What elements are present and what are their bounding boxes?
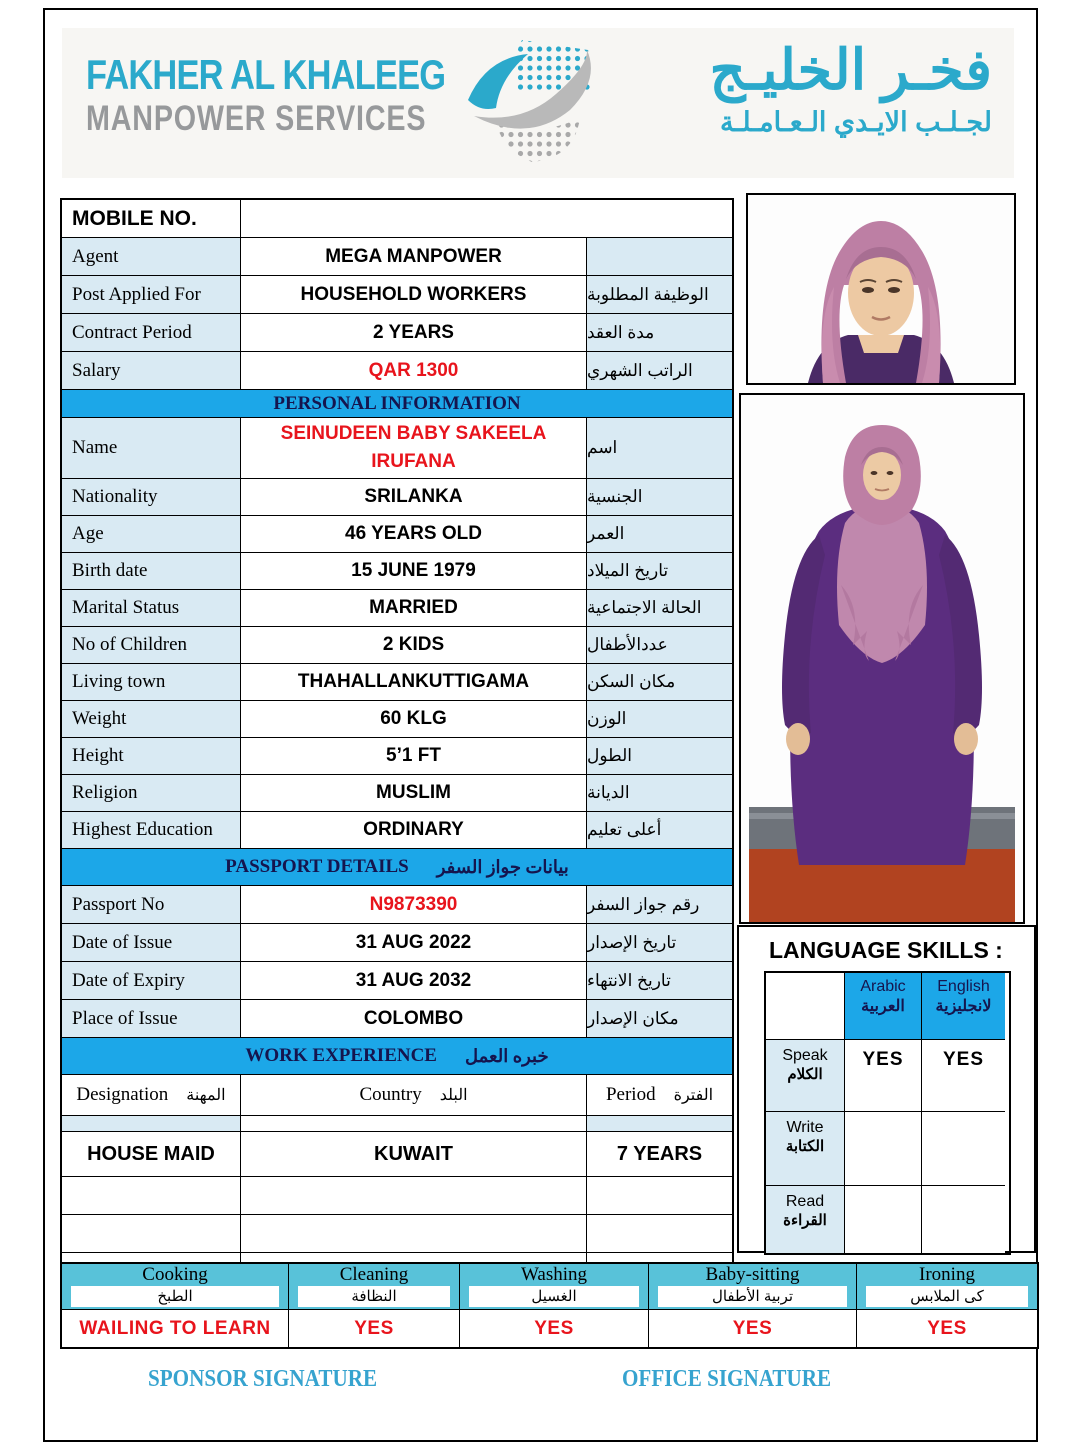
religion-row [62,774,732,811]
field-label: Birth date [62,553,240,589]
work-period: 7 YEARS [586,1132,732,1176]
contract-period-row [62,313,732,351]
sponsor-signature-label: SPONSOR SIGNATURE [148,1366,378,1392]
section-title: PERSONAL INFORMATION [273,392,521,414]
field-arabic-label: تاريخ الانتهاء [586,962,732,999]
field-value: SEINUDEEN BABY SAKEELA IRUFANA [240,418,586,478]
work-country [240,1215,586,1252]
skill-value: YES [857,1310,1037,1347]
company-name-arabic-block [709,38,992,142]
language-skill-en: Speak [782,1047,828,1064]
field-value: 2 KIDS [240,627,586,663]
field-arabic-label: مكان السكن [586,664,732,700]
skill-name-en: Washing [520,1264,588,1285]
field-value: MEGA MANPOWER [240,238,586,275]
field-arabic-label: الديانة [586,775,732,811]
skill-baby-sitting [648,1264,856,1347]
field-value: QAR 1300 [240,352,586,389]
field-arabic-label: أعلى تعليم [586,812,732,848]
write-english-value [921,1111,1005,1185]
work-designation [62,1215,240,1252]
height-row [62,737,732,774]
field-value: 60 KLG [240,701,586,737]
field-value: HOUSEHOLD WORKERS [240,276,586,313]
skill-value: YES [649,1310,856,1347]
salary-row [62,351,732,389]
post-applied-row [62,275,732,313]
field-label: Date of Issue [62,924,240,961]
weight-row [62,700,732,737]
work-experience-row [62,1176,732,1214]
column-header-ar: المهنة [186,1087,226,1104]
field-value: N9873390 [240,886,586,923]
work-period [586,1177,732,1214]
field-label: Passport No [62,886,240,923]
field-label: Age [62,516,240,552]
read-arabic-value [844,1185,921,1253]
field-label: Highest Education [62,812,240,848]
skill-cooking [62,1264,288,1347]
field-label: No of Children [62,627,240,663]
date-of-expiry-row [62,961,732,999]
field-label: Agent [62,238,240,275]
section-title: WORK EXPERIENCE [245,1045,437,1066]
write-arabic-value [844,1111,921,1185]
language-skills-table [764,971,1011,1255]
field-value: THAHALLANKUTTIGAMA [240,664,586,700]
skill-ironing [856,1264,1037,1347]
living-town-row [62,663,732,700]
speak-arabic-value: YES [844,1039,921,1111]
language-row-read [766,1185,844,1253]
column-header-ar: الفترة [673,1087,714,1104]
work-experience-row [62,1131,732,1176]
language-name-en: English [937,978,990,995]
field-label: Nationality [62,479,240,515]
field-arabic-label: رقم جواز السفر [586,886,732,923]
children-row [62,626,732,663]
work-experience-column-headers [62,1074,732,1115]
column-header-designation [62,1075,240,1115]
language-skill-ar: القراءة [783,1212,827,1229]
household-skills-table [60,1262,1039,1349]
skill-name-ar: كى الملابس [866,1286,1028,1307]
agent-row [62,237,732,275]
skill-value: WAILING TO LEARN [62,1310,288,1347]
section-header-personal-information [62,389,732,417]
field-arabic-label: تاريخ الميلاد [586,553,732,589]
place-of-issue-row [62,999,732,1037]
skill-name-ar: الطبخ [71,1286,279,1307]
company-logo-icon [460,36,620,175]
company-name-arabic: فخـر الخليـج [709,38,992,101]
language-table-corner-cell [766,973,844,1039]
skill-washing [459,1264,648,1347]
candidate-headshot-photo [746,193,1016,385]
language-name-ar: لانجليزية [935,998,992,1015]
language-skill-en: Read [785,1193,825,1210]
skill-name-en: Cooking [142,1264,208,1285]
company-tagline-arabic: لجـلـب الايـدي الـعـامـلـة [719,107,992,137]
field-arabic-label: الجنسية [586,479,732,515]
company-logo-header [62,28,1014,178]
company-tagline: MANPOWER SERVICES [86,99,427,138]
language-column-english [921,973,1005,1039]
skill-cleaning [288,1264,459,1347]
skill-name-ar: تربية الأطفال [658,1286,847,1307]
candidate-details-table [60,198,734,1287]
field-value: 5’1 FT [240,738,586,774]
language-name-ar: العربية [861,998,905,1015]
field-label: Religion [62,775,240,811]
field-label: Name [62,418,240,478]
name-row [62,417,732,478]
language-skills-panel [737,925,1036,1253]
field-value: MUSLIM [240,775,586,811]
work-country: KUWAIT [240,1132,586,1176]
field-value: 15 JUNE 1979 [240,553,586,589]
skill-name-en: Ironing [919,1264,975,1285]
field-label: Post Applied For [62,276,240,313]
field-value: MARRIED [240,590,586,626]
field-label: Living town [62,664,240,700]
office-signature-label: OFFICE SIGNATURE [622,1366,832,1392]
work-period [586,1215,732,1252]
company-name-block [86,52,524,140]
skill-value: YES [289,1310,459,1347]
field-label: Marital Status [62,590,240,626]
section-header-passport-details [62,848,732,885]
field-value: ORDINARY [240,812,586,848]
nationality-row [62,478,732,515]
language-name-en: Arabic [860,978,906,995]
work-country [240,1177,586,1214]
marital-status-row [62,589,732,626]
field-label: Height [62,738,240,774]
field-label: Place of Issue [62,1000,240,1037]
field-arabic-label: مكان الإصدار [586,1000,732,1037]
language-skill-ar: الكتابة [785,1138,825,1155]
field-value: 46 YEARS OLD [240,516,586,552]
skill-name-ar: النظافة [298,1286,450,1307]
field-arabic-label: تاريخ الإصدار [586,924,732,961]
field-arabic-label: الحالة الاجتماعية [586,590,732,626]
field-label: Weight [62,701,240,737]
company-name: FAKHER AL KHALEEG [86,51,446,98]
language-skills-title: LANGUAGE SKILLS : [769,937,1003,963]
birth-date-row [62,552,732,589]
language-column-arabic [844,973,921,1039]
column-header-country [240,1075,586,1115]
skill-name-en: Cleaning [339,1264,409,1285]
language-skill-ar: الكلام [787,1066,823,1083]
language-skill-en: Write [786,1119,824,1136]
skill-name-en: Baby-sitting [705,1264,800,1285]
mobile-no-row [62,200,732,237]
candidate-full-body-photo [739,393,1025,924]
mobile-no-value [240,200,732,237]
date-of-issue-row [62,923,732,961]
mobile-no-label: MOBILE NO. [62,200,240,237]
field-label: Date of Expiry [62,962,240,999]
field-value: 31 AUG 2022 [240,924,586,961]
education-row [62,811,732,848]
field-label: Salary [62,352,240,389]
field-arabic-label: عددالأطفال [586,627,732,663]
field-arabic-label: العمر [586,516,732,552]
section-title: PASSPORT DETAILS [225,856,409,877]
field-value: COLOMBO [240,1000,586,1037]
field-label: Contract Period [62,314,240,351]
section-title-arabic: بيانات جواز السفر [436,856,569,877]
language-row-speak [766,1039,844,1111]
column-header-ar: البلد [439,1087,468,1104]
column-header-en: Designation [76,1084,169,1105]
skill-name-ar: الغسيل [469,1286,639,1307]
field-arabic-label: مدة العقد [586,314,732,351]
passport-no-row [62,885,732,923]
field-value: 31 AUG 2032 [240,962,586,999]
age-row [62,515,732,552]
speak-english-value: YES [921,1039,1005,1111]
work-experience-row [62,1214,732,1252]
field-arabic-label: الوظيفة المطلوبة [586,276,732,313]
field-arabic-label: الطول [586,738,732,774]
column-header-period [586,1075,732,1115]
read-english-value [921,1185,1005,1253]
field-value: 2 YEARS [240,314,586,351]
column-header-en: Period [605,1084,656,1105]
field-arabic-label: اسم [586,418,732,478]
skill-value: YES [460,1310,648,1347]
field-value: SRILANKA [240,479,586,515]
work-designation [62,1177,240,1214]
work-experience-spacer-row [62,1115,732,1131]
work-designation: HOUSE MAID [62,1132,240,1176]
field-arabic-label: الراتب الشهري [586,352,732,389]
section-title-arabic: خبره العمل [464,1045,549,1066]
language-row-write [766,1111,844,1185]
section-header-work-experience [62,1037,732,1074]
column-header-en: Country [359,1084,422,1105]
field-arabic-label [586,238,732,275]
field-arabic-label: الوزن [586,701,732,737]
